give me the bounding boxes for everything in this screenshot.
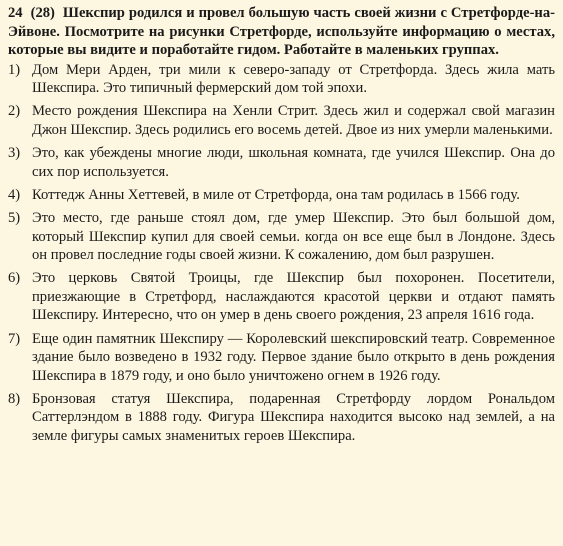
item-text: Место рождения Шекспира на Хенли Стрит. Здесь жил и содержал свой магазин Джон Шекспир. Здесь родились его восемь детей. Двое из них умерли маленькими. — [32, 103, 555, 139]
item-text: Еще один памятник Шекспиру — Королевский шекспировский театр. Современное здание было возведено в 1932 году. Первое здание было открыто в день рождения Шекспира в 1879 году, и оно было уничтожено огнем в 1926 году. — [32, 330, 555, 384]
task-heading — [8, 4, 555, 60]
place-list — [8, 61, 555, 446]
task-instruction: Шекспир родился и провел большую часть своей жизни с Стретфорде-на-Эйвоне. Посмотрите на рисунки Стретфорде, используйте информацию о местах, которые вы видите и поработайте гидом. Работайте в маленьких группах. — [8, 5, 555, 59]
item-text: Это место, где раньше стоял дом, где умер Шекспир. Это был большой дом, который Шекспир купил для своей семьи. когда он все еще был в Лондоне. Здесь он провел последние годы своей жизни. К сожалению, дом был разрушен. — [32, 209, 555, 264]
item-text: Дом Мери Арден, три мили к северо-западу от Стретфорда. Здесь жила мать Шекспира. Это типичный фермерский дом той эпохи. — [32, 61, 555, 97]
item-marker: 1) — [8, 61, 21, 78]
item-marker: 6) — [8, 270, 21, 287]
item-text: Коттедж Анны Хеттевей, в миле от Стретфорда, она там родилась в 1566 году. — [32, 186, 520, 203]
list-item — [8, 102, 555, 139]
list-item — [8, 186, 555, 205]
list-item — [8, 144, 555, 181]
list-item — [8, 61, 555, 98]
list-item — [8, 209, 555, 265]
item-text: Бронзовая статуя Шекспира, подаренная Стретфорду лордом Рональдом Саттерлэндом в 1888 году. Фигура Шекспира находится высоко над землей, а на земле фигуры самых знаменитых героев Шекспира. — [32, 390, 555, 444]
item-marker: 2) — [8, 103, 21, 120]
list-item — [8, 390, 555, 446]
list-item — [8, 269, 555, 325]
item-marker: 4) — [8, 186, 21, 203]
item-marker: 7) — [8, 330, 21, 347]
task-number-alt: (28) — [30, 5, 55, 21]
item-marker: 5) — [8, 209, 21, 226]
list-item — [8, 330, 555, 386]
item-text: Это, как убеждены многие люди, школьная комната, где учился Шекспир. Она до сих пор используется. — [32, 145, 555, 180]
item-marker: 3) — [8, 145, 21, 162]
item-text: Это церковь Святой Троицы, где Шекспир был похоронен. Посетители, приезжающие в Стретфорд, наслаждаются красотой церкви и отдают память Шекспиру. Интересно, что он умер в день своего рождения, 23 апреля 1616 года. — [32, 270, 555, 324]
task-number: 24 — [8, 5, 23, 21]
item-marker: 8) — [8, 390, 21, 407]
